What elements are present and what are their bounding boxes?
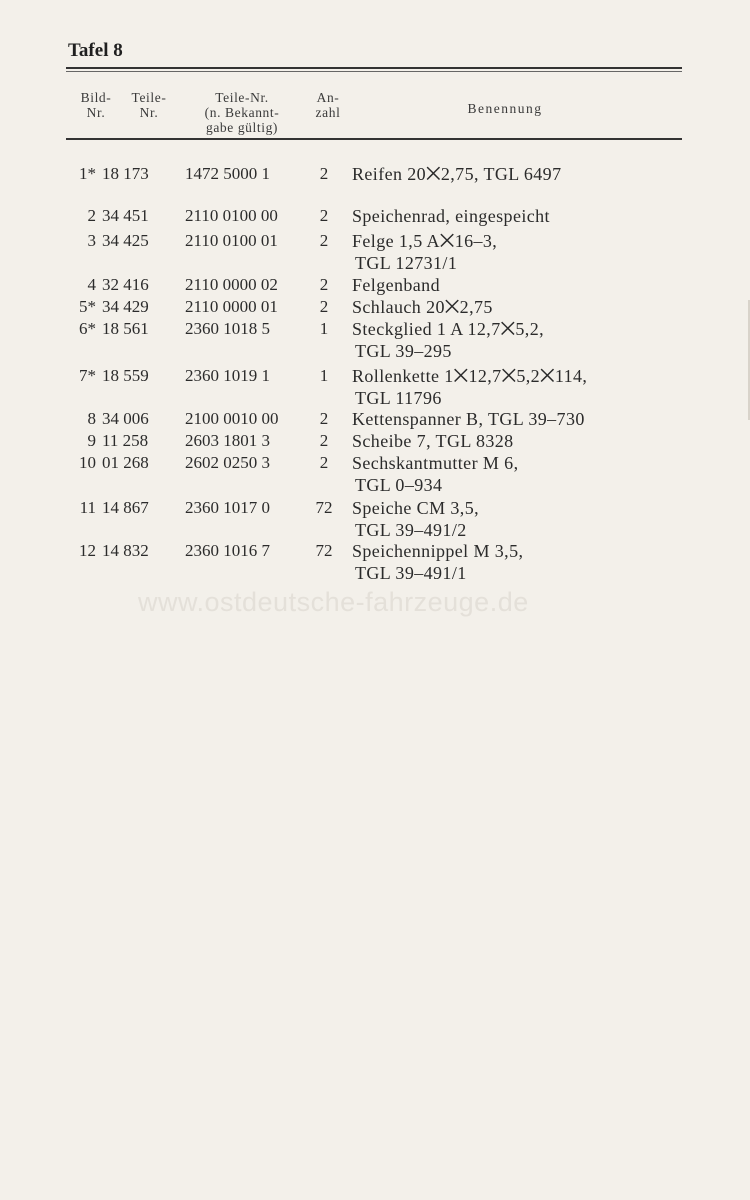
- header-top-rule: [66, 67, 682, 69]
- cell-anzahl: 2: [319, 297, 329, 316]
- cell-teilenr: 2110 0000 01: [185, 297, 278, 316]
- cell-anzahl: 2: [319, 206, 329, 225]
- cell-bild: 11: [79, 498, 96, 517]
- cell-teilenr: 2100 0010 00: [185, 409, 279, 428]
- cell-teilenr: 2360 1017 0: [185, 498, 270, 517]
- cell-benennung-line2: TGL 39–491/1: [355, 563, 467, 583]
- column-header-teile: [116, 90, 182, 120]
- column-header-bild-line1: Bild-: [80, 90, 112, 105]
- cell-teilenr: 2110 0000 02: [185, 275, 278, 294]
- cell-benennung: Schlauch 20⨉2,75: [352, 297, 493, 317]
- cell-anzahl: 2: [319, 231, 329, 250]
- cell-anzahl: 1: [319, 366, 329, 385]
- column-header-anzahl: [302, 90, 354, 120]
- cell-bild: 10: [79, 453, 96, 472]
- table-row: [0, 230, 750, 274]
- cell-benennung: Felge 1,5 A⨉16–3,: [352, 231, 498, 251]
- cell-bild: 12: [79, 541, 96, 560]
- cell-anzahl: 2: [319, 275, 329, 294]
- cell-benennung-line2: TGL 39–491/2: [355, 520, 467, 540]
- cell-anzahl: 2: [319, 409, 329, 428]
- cell-benennung: Scheibe 7, TGL 8328: [352, 431, 514, 451]
- column-header-teilenr-line3: gabe gültig): [205, 120, 279, 135]
- watermark-text: www.ostdeutsche-fahrzeuge.de: [138, 587, 529, 617]
- cell-benennung: Kettenspanner B, TGL 39–730: [352, 409, 585, 429]
- cell-teile: 11 258: [102, 431, 149, 450]
- column-header-teilenr-line2: (n. Bekannt-: [204, 105, 280, 120]
- cell-teilenr: 2603 1801 3: [185, 431, 270, 450]
- cell-anzahl: 2: [319, 164, 329, 183]
- page-title: Tafel 8: [68, 40, 123, 61]
- cell-benennung: Speiche CM 3,5,: [352, 498, 479, 518]
- cell-bild: 4: [87, 275, 96, 294]
- table-row: [0, 497, 750, 541]
- cell-bild: 1*: [79, 164, 96, 183]
- cell-teilenr: 2360 1016 7: [185, 541, 270, 560]
- column-header-teilenr: [180, 90, 304, 135]
- column-header-teile-line1: Teile-: [131, 90, 167, 105]
- cell-teilenr: 2110 0100 00: [185, 206, 278, 225]
- cell-teilenr: 2602 0250 3: [185, 453, 270, 472]
- cell-benennung-line2: TGL 12731/1: [355, 253, 458, 273]
- table-row: [0, 452, 750, 496]
- cell-teile: 34 429: [102, 297, 149, 316]
- cell-anzahl: 72: [315, 541, 333, 560]
- cell-benennung: Sechskantmutter M 6,: [352, 453, 519, 473]
- cell-teile: 18 561: [102, 319, 149, 338]
- cell-teile: 18 173: [102, 164, 149, 183]
- table-row: [0, 540, 750, 584]
- cell-benennung-line2: TGL 39–295: [355, 341, 452, 361]
- cell-bild: 2: [87, 206, 96, 225]
- header-top-rule-thin: [66, 71, 682, 72]
- cell-benennung: Felgenband: [352, 275, 440, 295]
- cell-teile: 32 416: [102, 275, 149, 294]
- cell-benennung-line2: TGL 0–934: [355, 475, 443, 495]
- cell-bild: 3: [87, 231, 96, 250]
- cell-teile: 34 425: [102, 231, 149, 250]
- cell-teilenr: 1472 5000 1: [185, 164, 270, 183]
- column-header-anzahl-line2: zahl: [315, 105, 341, 120]
- column-header-teilenr-line1: Teile-Nr.: [215, 90, 269, 105]
- cell-teilenr: 2360 1019 1: [185, 366, 270, 385]
- column-header-bild-line2: Nr.: [86, 105, 106, 120]
- column-header-benennung: Benennung: [467, 101, 543, 116]
- cell-bild: 9: [87, 431, 96, 450]
- cell-teilenr: 2360 1018 5: [185, 319, 270, 338]
- cell-teile: 14 867: [102, 498, 149, 517]
- cell-anzahl: 1: [319, 319, 329, 338]
- cell-benennung: Speichennippel M 3,5,: [352, 541, 524, 561]
- cell-benennung: Speichenrad, eingespeicht: [352, 206, 550, 226]
- cell-benennung-line2: TGL 11796: [355, 388, 442, 408]
- cell-bild: 7*: [79, 366, 96, 385]
- cell-bild: 6*: [79, 319, 96, 338]
- cell-teile: 34 006: [102, 409, 149, 428]
- cell-benennung: Steckglied 1 A 12,7⨉5,2,: [352, 319, 544, 339]
- table-row: [0, 365, 750, 409]
- table-row: [0, 318, 750, 362]
- cell-teile: 14 832: [102, 541, 149, 560]
- column-header-teile-line2: Nr.: [139, 105, 159, 120]
- cell-teile: 18 559: [102, 366, 149, 385]
- cell-teilenr: 2110 0100 01: [185, 231, 278, 250]
- cell-anzahl: 2: [319, 431, 329, 450]
- table-row: [0, 163, 750, 207]
- cell-bild: 8: [87, 409, 96, 428]
- cell-benennung: Rollenkette 1⨉12,7⨉5,2⨉114,: [352, 366, 588, 386]
- cell-bild: 5*: [79, 297, 96, 316]
- cell-anzahl: 72: [315, 498, 333, 517]
- cell-anzahl: 2: [319, 453, 329, 472]
- cell-teile: 34 451: [102, 206, 149, 225]
- header-bottom-rule: [66, 138, 682, 140]
- cell-benennung: Reifen 20⨉2,75, TGL 6497: [352, 164, 562, 184]
- column-header-anzahl-line1: An-: [316, 90, 340, 105]
- cell-teile: 01 268: [102, 453, 149, 472]
